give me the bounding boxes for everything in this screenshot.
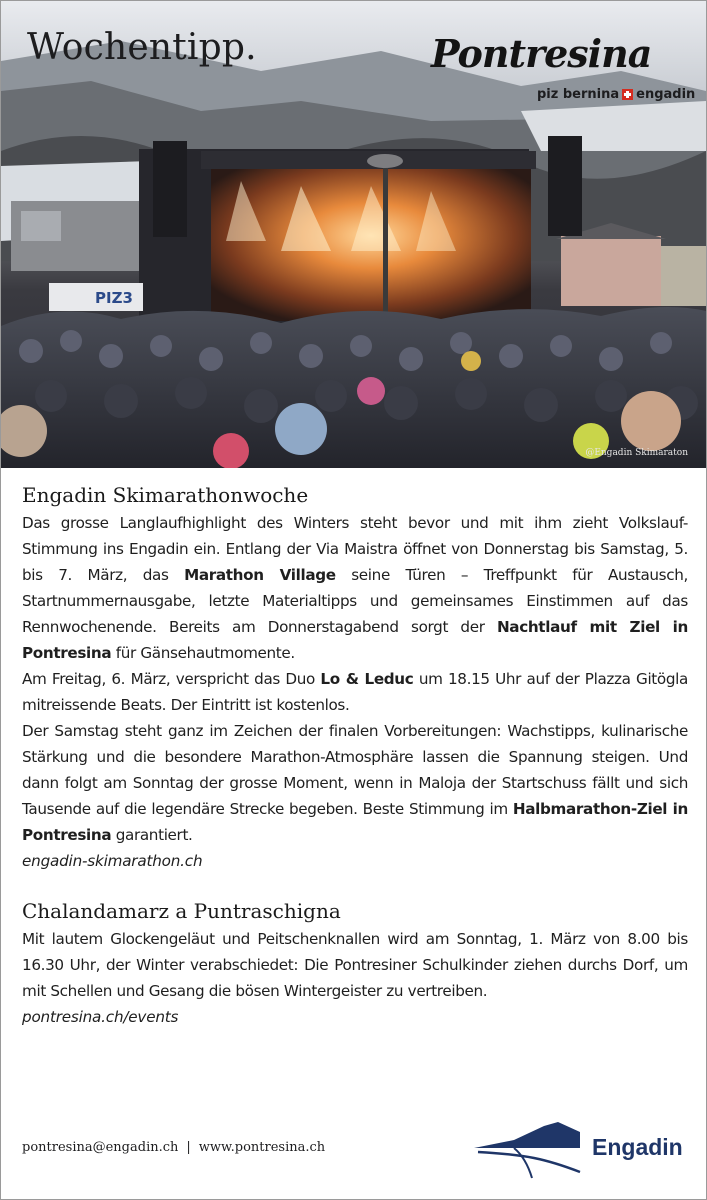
engadin-logo-text: Engadin xyxy=(592,1134,683,1160)
footer-email[interactable]: pontresina@engadin.ch xyxy=(22,1140,179,1155)
footer-contact xyxy=(22,1140,325,1155)
page-title: Wochentipp. xyxy=(27,27,257,68)
logo-sub-right: engadin xyxy=(636,87,696,102)
engadin-mountain-icon xyxy=(474,1118,586,1180)
footer-website[interactable]: www.pontresina.ch xyxy=(198,1140,326,1155)
hero-photo xyxy=(1,1,706,468)
article1-heading: Engadin Skimarathonwoche xyxy=(22,483,309,507)
article1-link[interactable]: engadin-skimarathon.ch xyxy=(22,852,203,870)
article1-paragraph-3: Der Samstag steht ganz im Zeichen der finalen Vorbereitungen: Wachstipps, kulinarische Stärkung und die besondere Marathon-Atmosphäre lassen die Spannung steigen. Und dann folgt am Sonntag der grosse Moment, wenn in Maloja der Startschuss fällt und sich Tausende auf die legendäre Strecke begeben. Beste Stimmung im Halbmarathon-Ziel in Pontresina garantiert. xyxy=(22,722,688,844)
article-content xyxy=(22,480,688,1030)
article2-link[interactable]: pontresina.ch/events xyxy=(22,1008,179,1026)
footer-separator: | xyxy=(186,1140,191,1155)
article1-paragraph-1: Das grosse Langlaufhighlight des Winters steht bevor und mit ihm zieht Volkslauf-Stimmung ins Engadin ein. Entlang der Via Maistra öffnet von Donnerstag bis Samstag, 5. bis 7. März, das Marathon Village seine Türen – Treffpunkt für Austausch, Startnummernausgabe, letzte Materialtipps und gemeinsames Einstimmen auf das Rennwochenende. Bereits am Donnerstagabend sorgt der Nachtlauf mit Ziel in Pontresina für Gänsehautmomente. xyxy=(22,514,688,662)
photo-credit: @Engadin Skimaraton xyxy=(585,448,688,458)
truck-banner-text: PIZ3 xyxy=(95,289,133,307)
logo-sub-left: piz bernina xyxy=(537,87,620,102)
swiss-flag-icon xyxy=(622,89,633,100)
pontresina-logo: Pontresina xyxy=(431,31,652,76)
article2-paragraph: Mit lautem Glockengeläut und Peitschenknallen wird am Sonntag, 1. März von 8.00 bis 16.30 Uhr, der Winter verabschiedet: Die Pontresiner Schulkinder ziehen durchs Dorf, um mit Schellen und Gesang die bösen Wintergeister zu vertreiben. xyxy=(22,930,688,1000)
article2 xyxy=(22,896,688,1030)
article1-paragraph-2: Am Freitag, 6. März, verspricht das Duo Lo & Leduc um 18.15 Uhr auf der Plazza Gitögla mitreissende Beats. Der Eintritt ist kostenlos. xyxy=(22,670,688,714)
article2-heading: Chalandamarz a Puntraschigna xyxy=(22,899,341,923)
pontresina-logo-subline xyxy=(537,87,695,102)
